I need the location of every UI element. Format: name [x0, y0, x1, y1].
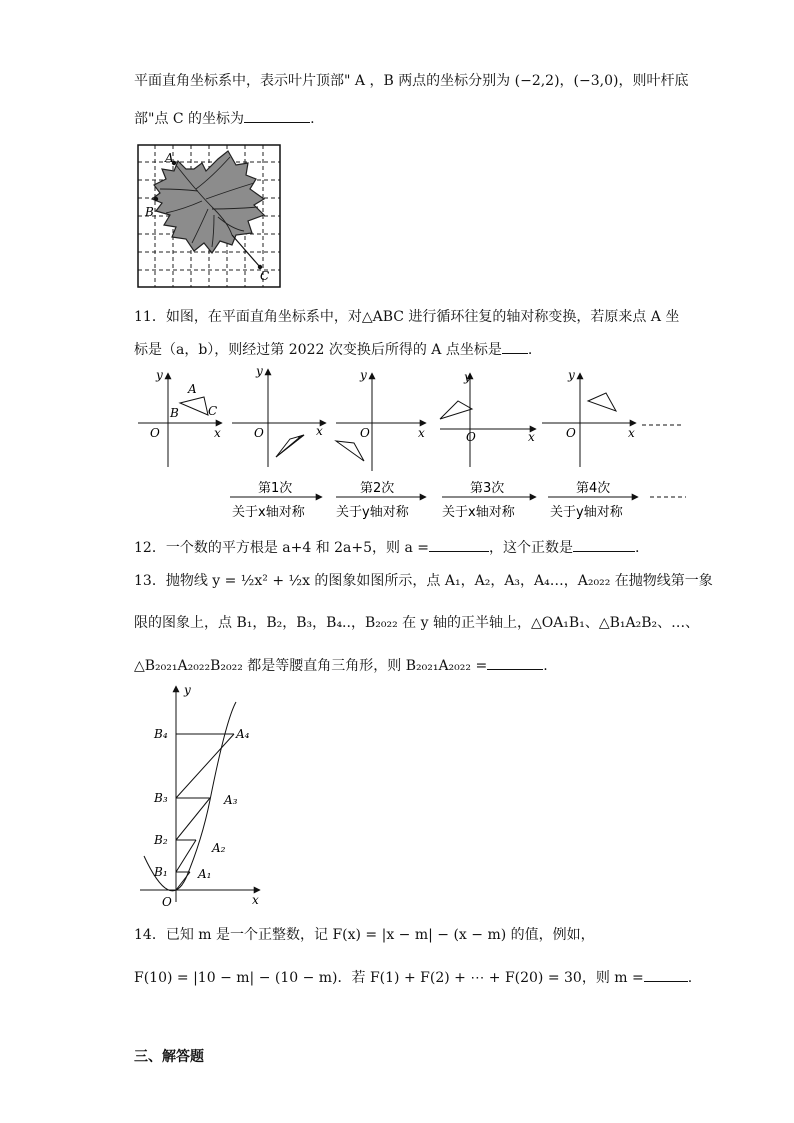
step-1-desc: 关于x轴对称: [232, 505, 305, 520]
origin-label: O: [150, 426, 160, 440]
step-3-desc: 关于x轴对称: [442, 505, 515, 520]
origin-label: O: [360, 426, 370, 440]
leaf-figure: [136, 143, 282, 289]
q11-line-2-text: 标是（a，b），则经过第 2022 次变换后所得的 A 点坐标是: [134, 342, 502, 358]
q12-text-b: ，这个正数是: [489, 540, 574, 556]
q13-answer-blank: [487, 655, 543, 670]
label-a1: A₁: [198, 867, 212, 881]
label-a3: A₃: [224, 793, 238, 807]
axis-y-label: y: [184, 683, 191, 697]
step-1-label: 第1次: [258, 481, 293, 496]
q10-line-2-end: .: [310, 111, 315, 127]
coord-panel-step-2: [336, 373, 426, 471]
label-b2: B₂: [154, 833, 168, 847]
q14-answer-blank: [644, 967, 688, 982]
q14-line-2-end: .: [687, 970, 693, 986]
q13-line-3: [134, 655, 548, 675]
leaf-label-a: A: [165, 151, 174, 165]
axis-y-label: y: [464, 370, 471, 384]
q13-line-3-end: .: [543, 658, 548, 674]
label-b3: B₃: [154, 791, 168, 805]
label-b1: B₁: [154, 865, 168, 879]
tri-label-c: C: [208, 404, 218, 418]
q11-answer-blank: [502, 339, 528, 354]
step-4-desc: 关于y轴对称: [550, 505, 623, 520]
tri-label-a: A: [188, 382, 197, 396]
step-3-label: 第3次: [470, 481, 505, 496]
axis-x-label: x: [418, 426, 425, 440]
step-4-label: 第4次: [576, 481, 611, 496]
axis-y-label: y: [360, 368, 367, 382]
axis-y-label: y: [156, 368, 163, 382]
axis-y-label: y: [256, 364, 263, 378]
q13-line-1: 13．抛物线 y = ½x² + ½x 的图象如图所示，点 A₁，A₂，A₃，A₄…，A₂₀₂₂ 在抛物线第一象: [134, 573, 713, 589]
q12-blank-b: [573, 537, 635, 552]
axis-x-label: x: [628, 426, 635, 440]
transform-figure: [130, 365, 690, 525]
origin-label: O: [162, 895, 172, 909]
q13-line-3-text: △B₂₀₂₁A₂₀₂₂B₂₀₂₂ 都是等腰直角三角形，则 B₂₀₂₁A₂₀₂₂ =: [134, 658, 488, 674]
axis-x-label: x: [528, 430, 535, 444]
q14-line-2-text: F(10) = |10 − m| − (10 − m)．若 F(1) + F(2) + ⋯ + F(20) = 30，则 m =: [134, 970, 644, 986]
q10-line-2-text: 部"点 C 的坐标为: [134, 111, 245, 127]
origin-label: O: [566, 426, 576, 440]
q12-text-end: .: [635, 540, 640, 556]
section-heading: 三、解答题: [134, 1049, 204, 1065]
q11-line-2-end: .: [527, 342, 533, 358]
parabola-figure: [140, 680, 270, 912]
q10-line-2: [134, 108, 315, 128]
coord-panel-step-4: [542, 373, 636, 467]
step-2-label: 第2次: [360, 481, 395, 496]
axis-x-label: x: [214, 426, 221, 440]
q10-line-1: 平面直角坐标系中，表示叶片顶部" A ，B 两点的坐标分别为 (−2,2)，(−3,0)，则叶杆底: [134, 73, 689, 89]
label-a4: A₄: [236, 727, 250, 741]
label-a2: A₂: [212, 841, 226, 855]
tri-label-b: B: [170, 406, 179, 420]
label-b4: B₄: [154, 727, 168, 741]
q11-line-2: [134, 339, 532, 359]
axis-x-label: x: [252, 893, 259, 907]
q14-line-1: 14．已知 m 是一个正整数，记 F(x) = |x − m| − (x − m) 的值，例如，: [134, 927, 595, 943]
origin-label: O: [254, 426, 264, 440]
step-2-desc: 关于y轴对称: [336, 505, 409, 520]
q12-blank-a: [429, 537, 489, 552]
leaf-shape: [152, 151, 264, 253]
q14-line-2: [134, 967, 692, 987]
axis-y-label: y: [568, 368, 575, 382]
leaf-label-c: C: [260, 269, 270, 283]
leaf-label-b: B: [145, 205, 154, 219]
q12-line: [134, 537, 639, 557]
coord-panel-original: [138, 373, 222, 467]
axis-x-label: x: [316, 424, 323, 438]
coord-panel-step-1: [232, 369, 326, 467]
coord-panel-step-3: [440, 373, 536, 467]
q12-text-a: 12．一个数的平方根是 a+4 和 2a+5，则 a =: [134, 540, 430, 556]
q11-line-1: 11．如图，在平面直角坐标系中，对△ABC 进行循环往复的轴对称变换，若原来点 A 坐: [134, 309, 680, 325]
q10-answer-blank: [244, 108, 310, 123]
q13-line-2: 限的图象上，点 B₁，B₂，B₃，B₄..，B₂₀₂₂ 在 y 轴的正半轴上，△OA₁B₁、△B₁A₂B₂、…、: [134, 615, 700, 631]
origin-label: O: [466, 430, 476, 444]
